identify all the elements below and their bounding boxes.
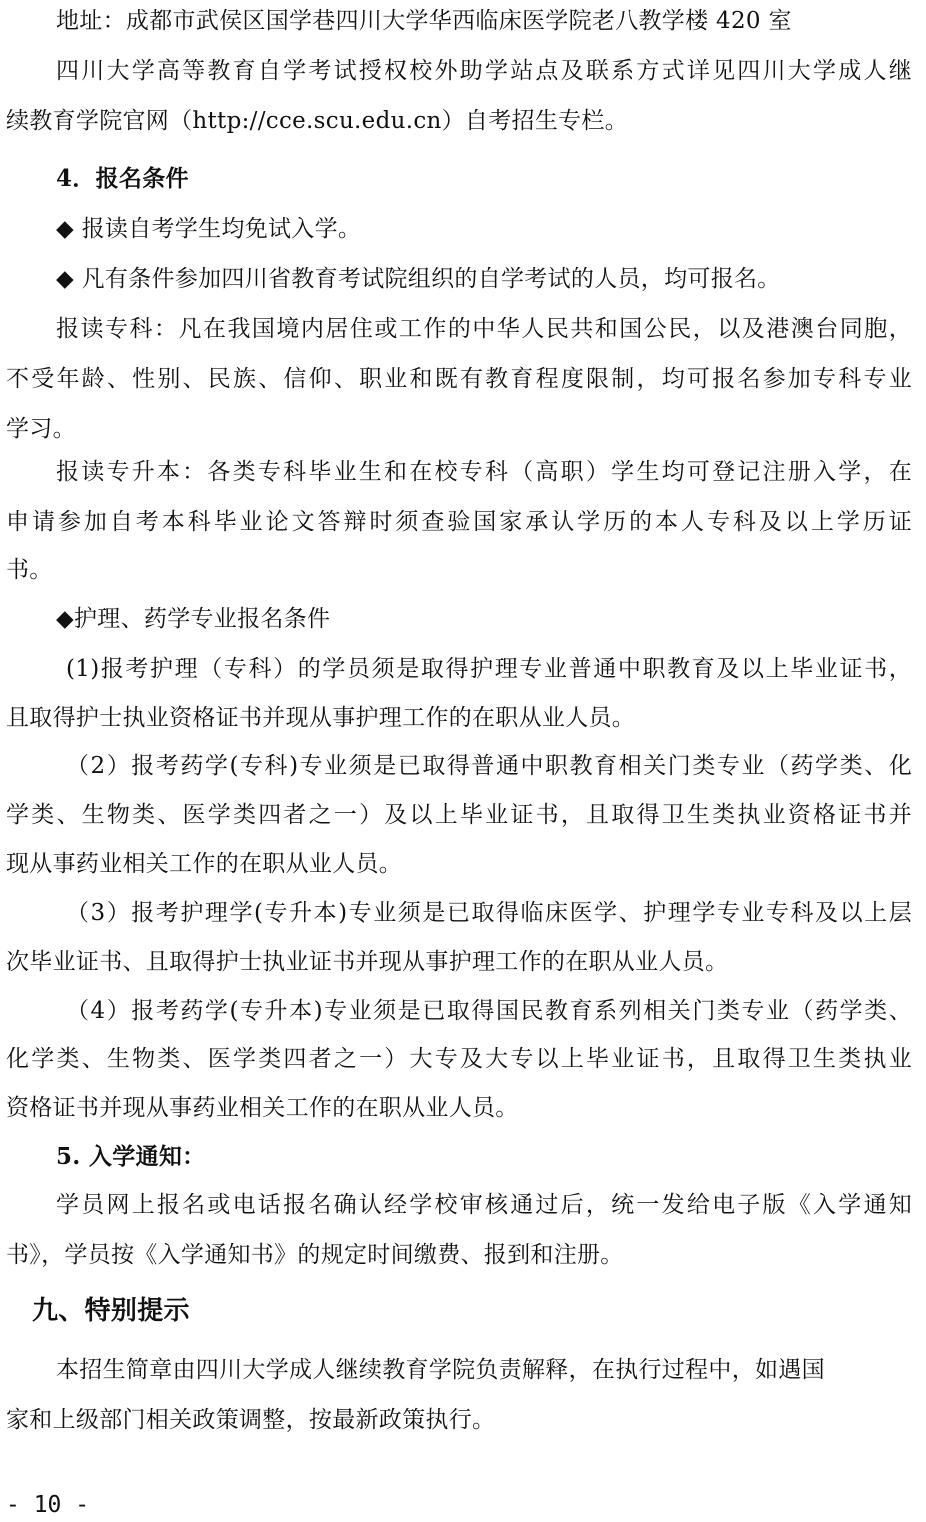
bullet-item: ◆ 凡有条件参加四川省教育考试院组织的自学考试的人员，均可报名。 [56, 266, 781, 292]
paragraph-line: 不受年龄、性别、民族、信仰、职业和既有教育程度限制，均可报名参加专科专业 [6, 366, 912, 392]
numbered-item-1-cont: 且取得护士执业资格证书并现从事护理工作的在职从业人员。 [6, 705, 636, 731]
numbered-item-2-cont: 学类、生物类、医学类四者之一）及以上毕业证书，且取得卫生类执业资格证书并 [6, 802, 912, 828]
numbered-item-3: （3）报考护理学(专升本)专业须是已取得临床医学、护理学专业专科及以上层 [66, 900, 912, 926]
paragraph-line: 四川大学高等教育自学考试授权校外助学站点及联系方式详见四川大学成人继 [56, 58, 912, 84]
paragraph-line: 报读专升本：各类专科毕业生和在校专科（高职）学生均可登记注册入学，在 [56, 459, 912, 485]
numbered-item-4: （4）报考药学(专升本)专业须是已取得国民教育系列相关门类专业（药学类、 [66, 998, 912, 1024]
numbered-item-4-cont: 资格证书并现从事药业相关工作的在职从业人员。 [6, 1095, 519, 1121]
numbered-item-2: （2）报考药学(专科)专业须是已取得普通中职教育相关门类专业（药学类、化 [66, 753, 912, 779]
numbered-item-3-cont: 次毕业证书、且取得护士执业证书并现从事护理工作的在职从业人员。 [6, 949, 729, 975]
chapter-heading-special-notice: 九、特别提示 [32, 1296, 190, 1326]
bullet-heading: ◆护理、药学专业报名条件 [56, 606, 331, 632]
paragraph-line: 书。 [6, 557, 53, 583]
section-heading-5: 5. 入学通知： [56, 1143, 206, 1170]
address-line: 地址：成都市武侯区国学巷四川大学华西临床医学院老八教学楼 420 室 [56, 8, 792, 34]
paragraph-line: 学习。 [6, 416, 76, 442]
paragraph-line: 书》，学员按《入学通知书》的规定时间缴费、报到和注册。 [6, 1242, 624, 1268]
paragraph-line: 申请参加自考本科毕业论文答辩时须查验国家承认学历的本人专科及以上学历证 [6, 509, 912, 535]
numbered-item-4-cont: 化学类、生物类、医学类四者之一）大专及大专以上毕业证书，且取得卫生类执业 [6, 1046, 912, 1072]
page-number: - 10 - [6, 1492, 90, 1518]
bullet-item: ◆ 报读自考学生均免试入学。 [56, 216, 362, 242]
paragraph-line: 家和上级部门相关政策调整，按最新政策执行。 [6, 1407, 496, 1433]
section-heading-4: 4．报名条件 [56, 165, 189, 192]
paragraph-line: 学员网上报名或电话报名确认经学校审核通过后，统一发给电子版《入学通知 [56, 1192, 912, 1218]
numbered-item-2-cont: 现从事药业相关工作的在职从业人员。 [6, 851, 403, 877]
paragraph-line: 续教育学院官网（http://cce.scu.edu.cn）自考招生专栏。 [6, 108, 629, 134]
paragraph-line: 本招生简章由四川大学成人继续教育学院负责解释，在执行过程中，如遇国 [56, 1357, 825, 1383]
numbered-item-1: (1)报考护理（专科）的学员须是取得护理专业普通中职教育及以上毕业证书， [66, 656, 912, 682]
paragraph-line: 报读专科：凡在我国境内居住或工作的中华人民共和国公民，以及港澳台同胞， [56, 316, 912, 342]
